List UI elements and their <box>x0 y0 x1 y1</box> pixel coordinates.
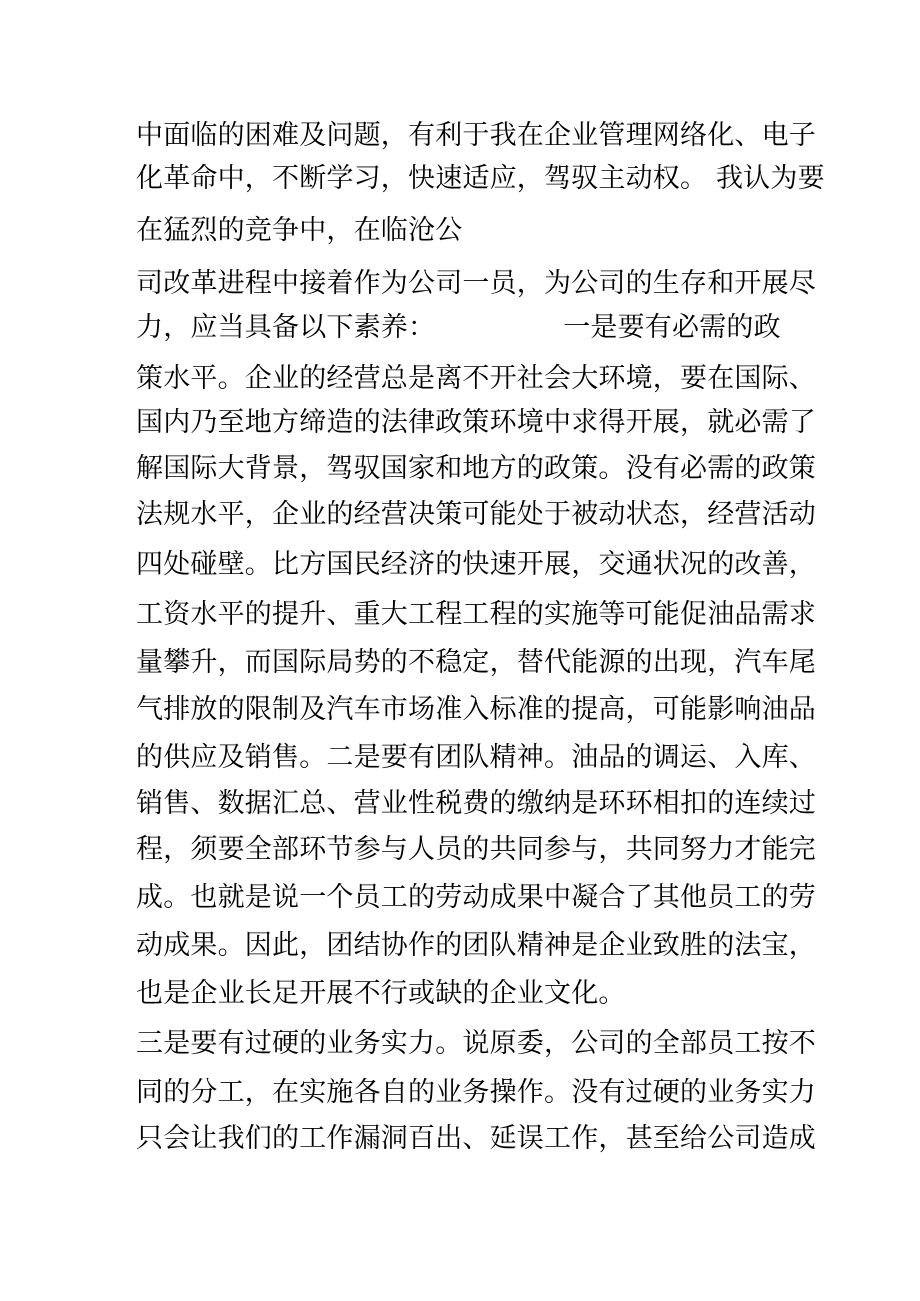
text-line: 量攀升，而国际局势的不稳定，替代能源的出现，汽车尾 <box>136 647 816 678</box>
text-line: 气排放的限制及汽车市场准入标准的提高，可能影响油品 <box>136 694 816 725</box>
text-line: 策水平。企业的经营总是离不开社会大环境，要在国际、 <box>136 363 816 394</box>
text-line: 解国际大背景，驾驭国家和地方的政策。没有必需的政策 <box>136 453 816 484</box>
text-fragment: 力，应当具备以下素养： <box>136 312 436 343</box>
text-line: 中面临的困难及问题，有利于我在企业管理网络化、电子 <box>136 120 816 151</box>
text-line: 动成果。因此，团结协作的团队精神是企业致胜的法宝， <box>136 930 816 961</box>
text-line: 司改革进程中接着作为公司一员，为公司的生存和开展尽 <box>136 268 816 299</box>
text-line: 工资水平的提升、重大工程工程的实施等可能促油品需求 <box>136 599 816 630</box>
text-line: 化革命中，不断学习，快速适应，驾驭主动权。 我认为要 <box>136 163 825 194</box>
text-line: 同的分工，在实施各自的业务操作。没有过硬的业务实力 <box>136 1077 816 1108</box>
text-line: 程，须要全部环节参与人员的共同参与，共同努力才能完 <box>136 834 816 865</box>
text-line: 销售、数据汇总、营业性税费的缴纳是环环相扣的连续过 <box>136 788 816 819</box>
text-line: 四处碰壁。比方国民经济的快速开展，交通状况的改善， <box>136 549 816 580</box>
text-line: 只会让我们的工作漏洞百出、延误工作，甚至给公司造成 <box>136 1123 816 1154</box>
text-line-with-gap <box>136 310 781 346</box>
text-line: 的供应及销售。二是要有团队精神。油品的调运、入库、 <box>136 742 816 773</box>
text-line: 三是要有过硬的业务实力。说原委，公司的全部员工按不 <box>136 1028 816 1059</box>
text-line: 法规水平，企业的经营决策可能处于被动状态，经营活动 <box>136 499 816 530</box>
text-line: 国内乃至地方缔造的法律政策环境中求得开展，就必需了 <box>136 407 816 438</box>
text-line: 也是企业长足开展不行或缺的企业文化。 <box>136 978 626 1009</box>
text-fragment: 一是要有必需的政 <box>563 312 781 343</box>
text-line: 在猛烈的竞争中，在临沧公 <box>136 215 463 246</box>
text-line: 成。也就是说一个员工的劳动成果中凝合了其他员工的劳 <box>136 882 816 913</box>
